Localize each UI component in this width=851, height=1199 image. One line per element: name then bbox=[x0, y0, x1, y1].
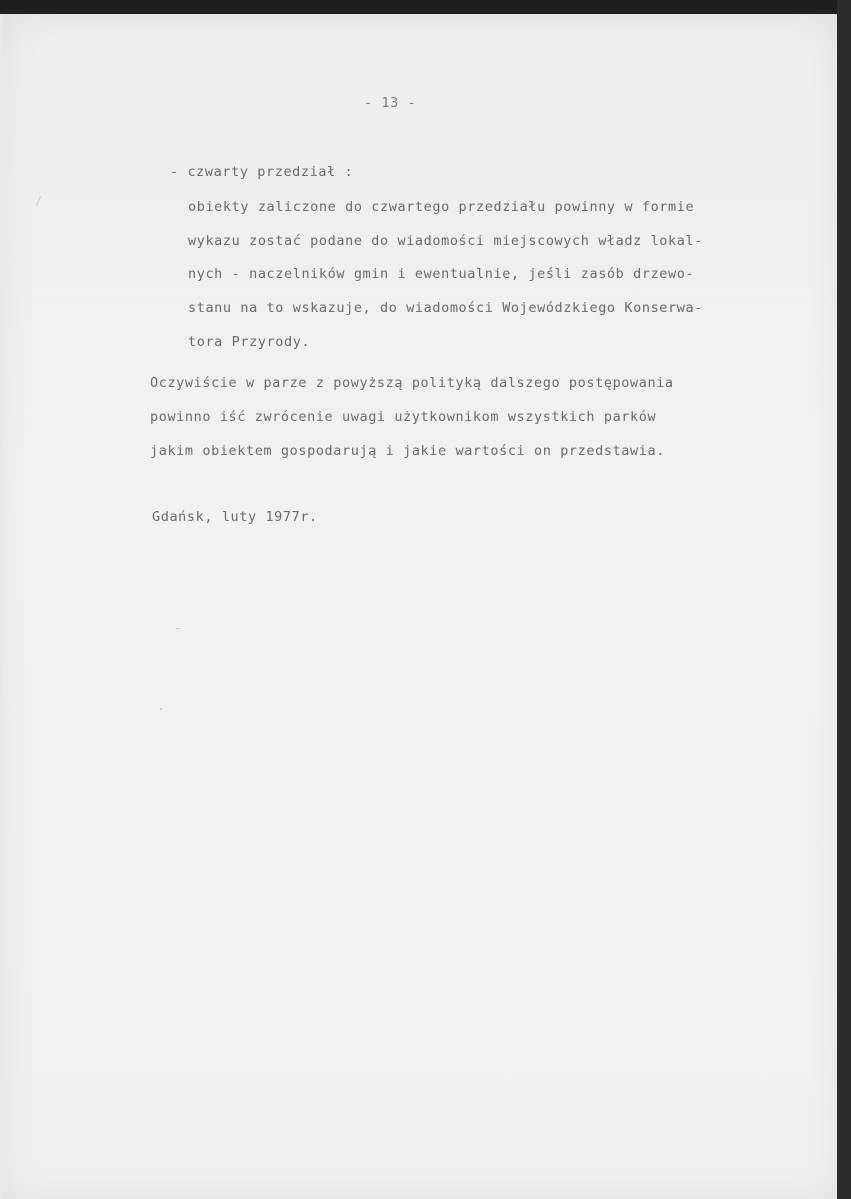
scan-speck bbox=[176, 628, 180, 629]
paragraph-line: jakim obiektem gospodarują i jakie wartości on przedstawia. bbox=[150, 443, 665, 459]
scan-border-top bbox=[0, 0, 851, 14]
section-line: tora Przyrody. bbox=[188, 334, 311, 350]
place-date: Gdańsk, luty 1977r. bbox=[152, 509, 318, 525]
paragraph-line: Oczywiście w parze z powyższą polityką dalszego postępowania bbox=[150, 375, 674, 391]
section-line: obiekty zaliczone do czwartego przedziału powinny w formie bbox=[188, 199, 695, 215]
section-line: wykazu zostać podane do wiadomości miejscowych władz lokal- bbox=[188, 233, 703, 249]
document-page bbox=[3, 14, 839, 1199]
section-line: stanu na to wskazuje, do wiadomości Wojewódzkiego Konserwa- bbox=[188, 300, 703, 316]
section-line: nych - naczelników gmin i ewentualnie, jeśli zasób drzewo- bbox=[188, 266, 695, 282]
section-heading: - czwarty przedział : bbox=[170, 164, 354, 180]
page-number: - 13 - bbox=[364, 95, 417, 111]
scan-border-right bbox=[837, 0, 851, 1199]
paragraph-line: powinno iść zwrócenie uwagi użytkownikom wszystkich parków bbox=[150, 409, 657, 425]
scan-speck bbox=[160, 708, 162, 710]
